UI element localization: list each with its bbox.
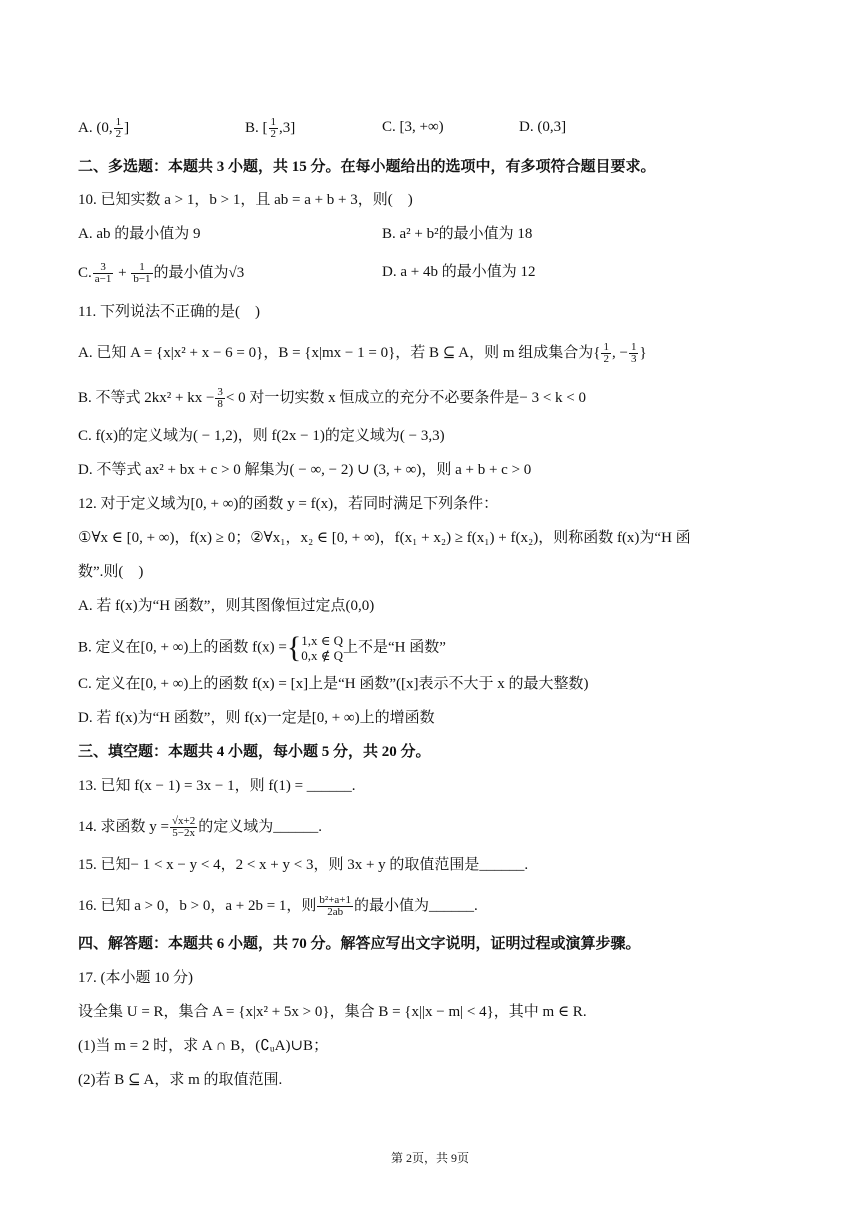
q12-conditions-cont: 数”.则( ): [78, 564, 144, 580]
section-4-heading: 四、解答题：本题共 6 小题，共 70 分。解答应写出文字说明，证明过程或演算步骤。: [78, 936, 641, 952]
q12-stem: 12. 对于定义域为[0, + ∞)的函数 y = f(x)，若同时满足下列条件：: [78, 496, 499, 512]
fraction: $\frac{1}{b-1}$: [133, 261, 151, 285]
q9-option-d: D. (0,3]: [519, 119, 567, 135]
q12-option-a: A. 若 f(x)为“H 函数”，则其图像恒过定点(0,0): [78, 598, 375, 614]
section-3-heading: 三、填空题：本题共 4 小题，每小题 5 分，共 20 分。: [78, 744, 431, 760]
q16: 16. 已知 a > 0，b > 0，a + 2b = 1，则 $\frac{\text{b²+a+1}}{2ab}$ 的最小值为______.: [78, 894, 478, 918]
section-2-heading: 二、多选题：本题共 3 小题，共 15 分。在每小题给出的选项中，有多项符合题目要求。: [78, 159, 656, 175]
piecewise-cases: 1,x ∈ Q 0,x ∉ Q: [301, 633, 344, 663]
q11-stem: 11. 下列说法不正确的是( ): [78, 304, 260, 320]
fraction: $\frac{\text{b²+a+1}}{2ab}$: [319, 894, 351, 918]
fraction: $\frac{1}{3}$: [630, 341, 637, 365]
q12-conditions: ①∀x ∈ [0, + ∞)，f(x) ≥ 0；②∀x₁，x₂ ∈ [0, + ∞)，f(x₁ + x₂) ≥ f(x₁) + f(x₂)，则称函数 f(x)为“H 函: [78, 530, 691, 546]
q17-part-2: (2)若 B ⊆ A，求 m 的取值范围.: [78, 1072, 283, 1088]
q10-option-d: D. a + 4b 的最小值为 12: [382, 264, 536, 280]
q9-option-b: B. [ $\frac{1}{2}$ ,3]: [245, 116, 296, 140]
q9-option-c: C. [3, +∞): [382, 119, 444, 135]
q17-body: 设全集 U = R，集合 A = {x|x² + 5x > 0}，集合 B = {x||x − m| < 4}，其中 m ∈ R.: [78, 1004, 587, 1020]
q14: 14. 求函数 y = $\frac{√x+2}{5-2x}$ 的定义域为______.: [78, 815, 322, 839]
q15: 15. 已知− 1 < x − y < 4，2 < x + y < 3，则 3x + y 的取值范围是______.: [78, 857, 529, 873]
fraction: $\frac{3}{a-1}$: [94, 261, 112, 285]
q10-stem: 10. 已知实数 a > 1，b > 1，且 ab = a + b + 3，则( ): [78, 192, 413, 208]
q11-option-c: C. f(x)的定义域为( − 1,2)，则 f(2x − 1)的定义域为( − 3,3): [78, 428, 445, 444]
q10-option-b: B. a² + b²的最小值为 18: [382, 226, 533, 242]
q10-option-c: C. $\frac{3}{a-1}$ + $\frac{1}{b-1}$ 的最小值为√3: [78, 261, 245, 285]
q17-title: 17. (本小题 10 分): [78, 970, 193, 986]
page-footer: 第 2页，共 9页: [390, 1151, 469, 1165]
q11-option-b: B. 不等式 2kx² + kx − $\frac{3}{8}$ < 0 对一切实数 x 恒成立的充分不必要条件是− 3 < k < 0: [78, 386, 587, 410]
fraction: $\frac{3}{8}$: [217, 386, 223, 410]
fraction: $\frac{√x+2}{5-2x}$: [171, 815, 196, 839]
fraction: $\frac{1}{2}$: [115, 116, 122, 140]
left-brace: {: [286, 631, 302, 664]
q10-option-a: A. ab 的最小值为 9: [78, 226, 201, 242]
q9-option-a: A. (0, $\frac{1}{2}$ ]: [78, 116, 130, 140]
q11-option-a: A. 已知 A = {x|x² + x − 6 = 0}，B = {x|mx − 1 = 0}，若 B ⊆ A，则 m 组成集合为{ $\frac{1}{2}$ , − $\frac{1}{3}$ }: [78, 341, 647, 365]
fraction: $\frac{1}{2}$: [270, 116, 276, 140]
q12-option-b: B. 定义在[0, + ∞)上的函数 f(x) ={ 1,x ∈ Q 0,x ∉ Q 上不是“H 函数”: [78, 631, 446, 664]
fraction: $\frac{1}{2}$: [603, 341, 609, 365]
q13: 13. 已知 f(x − 1) = 3x − 1，则 f(1) = ______.: [78, 778, 356, 794]
q12-option-c: C. 定义在[0, + ∞)上的函数 f(x) = [x]上是“H 函数”([x]表示不大于 x 的最大整数): [78, 676, 589, 692]
q11-option-d: D. 不等式 ax² + bx + c > 0 解集为( − ∞, − 2) ∪ (3, + ∞)，则 a + b + c > 0: [78, 462, 532, 478]
q12-option-d: D. 若 f(x)为“H 函数”，则 f(x)一定是[0, + ∞)上的增函数: [78, 710, 435, 726]
q17-part-1: (1)当 m = 2 时，求 A ∩ B，(∁ᵤA)∪B；: [78, 1038, 329, 1054]
